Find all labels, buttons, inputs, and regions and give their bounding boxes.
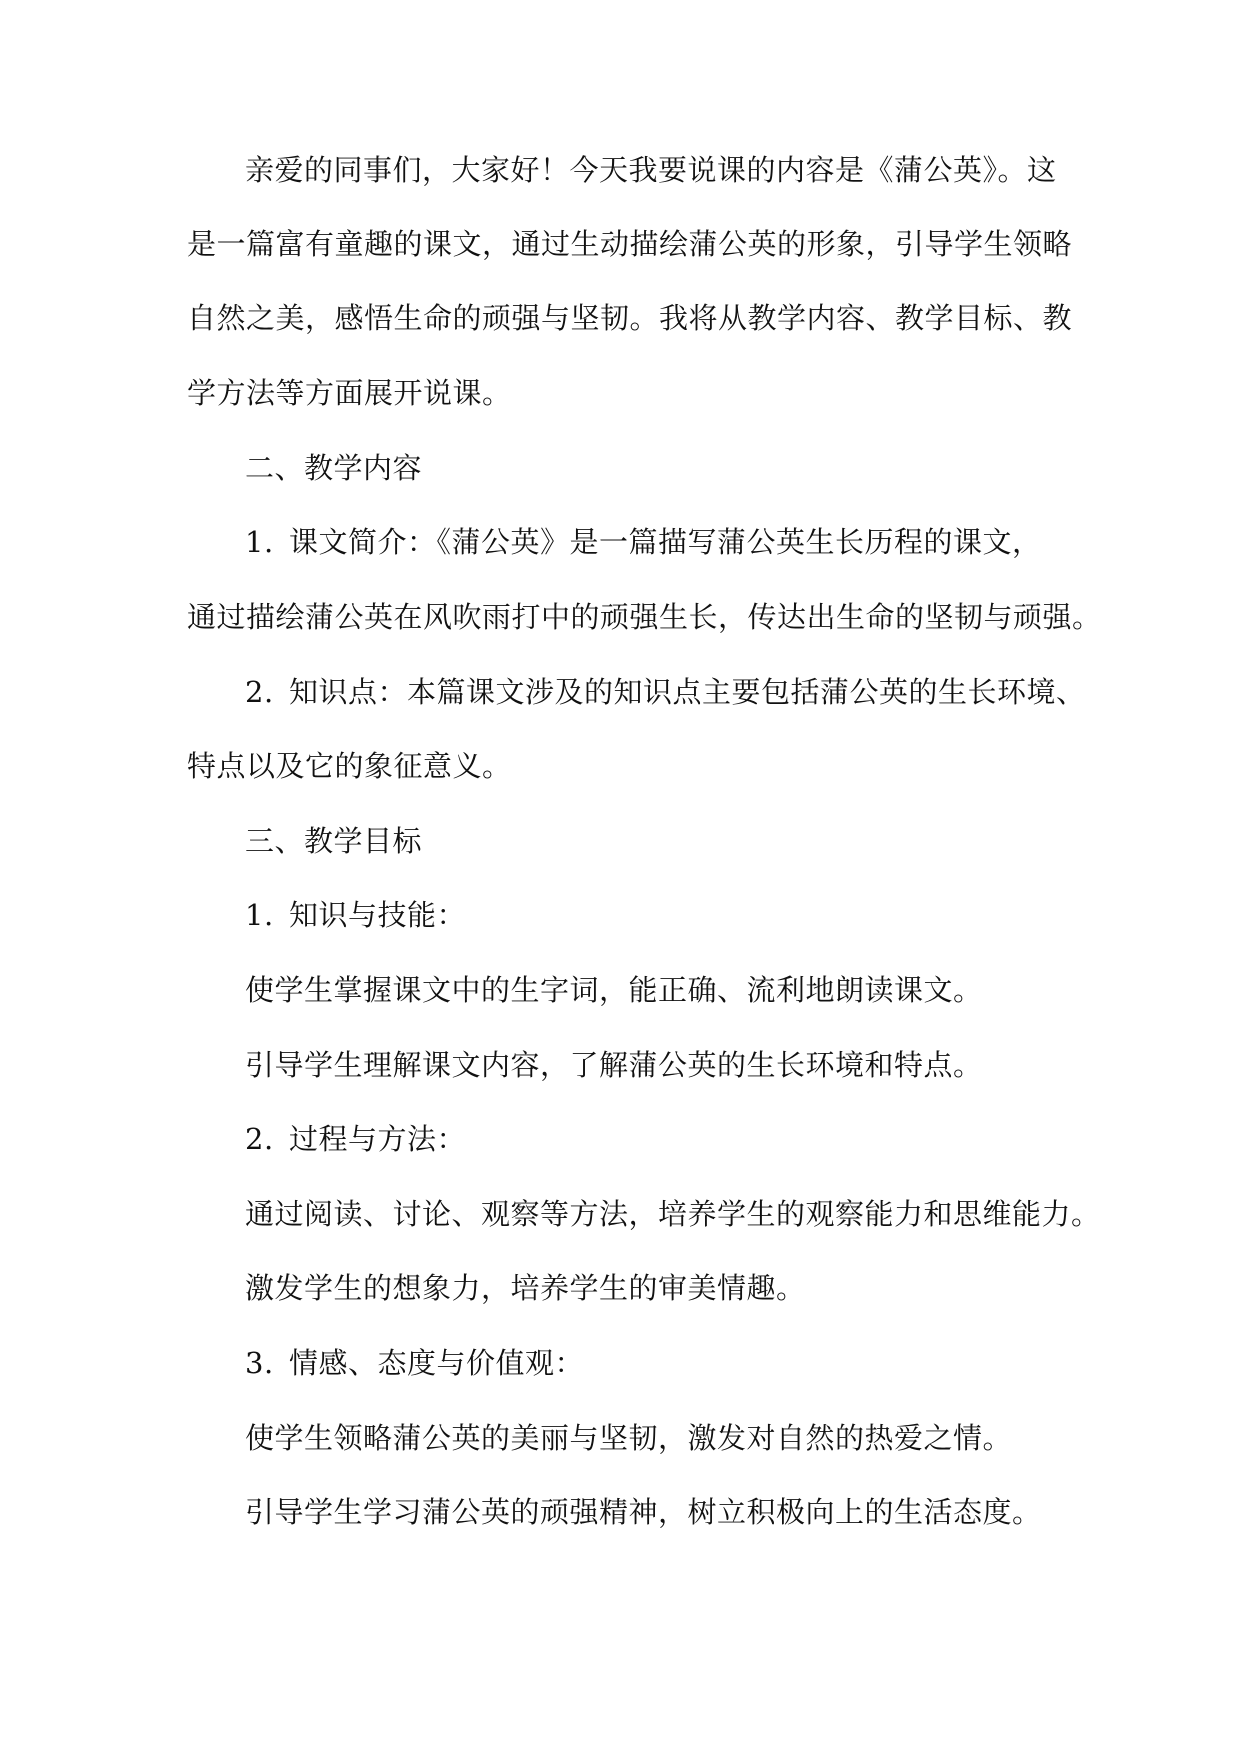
section-heading-teaching-content: 二、教学内容 <box>245 451 423 485</box>
goal-3-title <box>245 1343 584 1383</box>
goal-number: 1. <box>245 898 274 932</box>
goal-2-point-1: 通过阅读、讨论、观察等方法，培养学生的观察能力和思维能力。 <box>245 1197 1101 1231</box>
content-item-1-continued: 通过描绘蒲公英在风吹雨打中的顽强生长，传达出生命的坚韧与顽强。 <box>187 600 1102 634</box>
intro-line-4: 学方法等方面展开说课。 <box>187 376 512 410</box>
item-text: 知识点：本篇课文涉及的知识点主要包括蒲公英的生长环境、 <box>289 675 1086 709</box>
goal-3-point-2: 引导学生学习蒲公英的顽强精神，树立积极向上的生活态度。 <box>245 1495 1042 1529</box>
item-number: 1. <box>245 525 274 559</box>
goal-1-point-2: 引导学生理解课文内容，了解蒲公英的生长环境和特点。 <box>245 1048 983 1082</box>
goal-1-point-1: 使学生掌握课文中的生字词，能正确、流利地朗读课文。 <box>245 973 983 1007</box>
goal-1-title <box>245 895 466 935</box>
goal-title: 过程与方法： <box>289 1122 467 1156</box>
goal-title: 知识与技能： <box>289 898 467 932</box>
intro-line-1: 亲爱的同事们，大家好！今天我要说课的内容是《蒲公英》。这 <box>245 153 1057 187</box>
goal-3-point-1: 使学生领略蒲公英的美丽与坚韧，激发对自然的热爱之情。 <box>245 1421 1013 1455</box>
content-item-1 <box>245 522 1042 562</box>
goal-title: 情感、态度与价值观： <box>289 1346 585 1380</box>
intro-line-2: 是一篇富有童趣的课文，通过生动描绘蒲公英的形象，引导学生领略 <box>187 227 1073 261</box>
goal-number: 3. <box>245 1346 274 1380</box>
section-heading-teaching-goals: 三、教学目标 <box>245 824 423 858</box>
goal-2-point-2: 激发学生的想象力，培养学生的审美情趣。 <box>245 1271 806 1305</box>
intro-line-3: 自然之美，感悟生命的顽强与坚韧。我将从教学内容、教学目标、教 <box>187 301 1073 335</box>
goal-2-title <box>245 1119 466 1159</box>
item-number: 2. <box>245 675 274 709</box>
content-item-2 <box>245 672 1086 712</box>
goal-number: 2. <box>245 1122 274 1156</box>
item-text: 课文简介：《蒲公英》是一篇描写蒲公英生长历程的课文， <box>289 525 1042 559</box>
content-item-2-continued: 特点以及它的象征意义。 <box>187 749 512 783</box>
